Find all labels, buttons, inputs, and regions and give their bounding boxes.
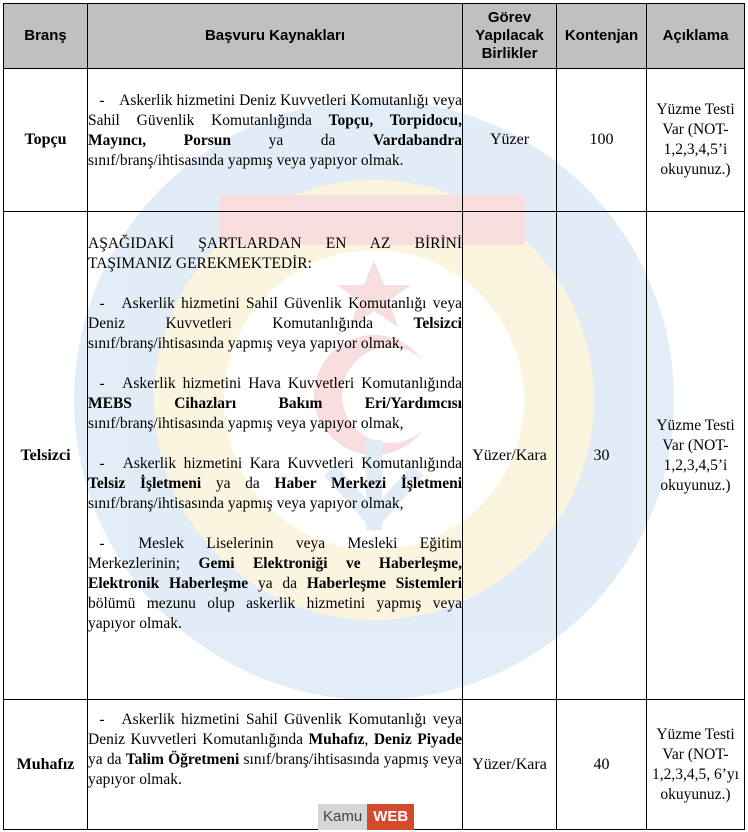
text: ya da [248, 575, 307, 592]
text: ya da [201, 475, 275, 492]
bold-text: Talim Öğretmeni [125, 751, 240, 768]
quota-cell: 100 [557, 69, 647, 212]
sources-cell [88, 69, 463, 212]
dash-marker: - [99, 375, 105, 392]
badge-left-text: Kamu [318, 804, 367, 830]
branch-cell: Telsizci [4, 212, 88, 700]
requirement-item [88, 534, 462, 634]
requirement-item [88, 374, 462, 434]
requirement-item [88, 91, 462, 171]
quota-cell: 30 [557, 212, 647, 700]
header-sources: Başvuru Kaynakları [88, 4, 463, 69]
note-cell: Yüzme Testi Var (NOT-1,2,3,4,5’i okuyunuz.) [647, 212, 745, 700]
text: Askerlik hizmetini Sahil Güvenlik Komutanlığı veya Deniz Kuvvetleri Komutanlığında [88, 295, 462, 332]
table-row [4, 212, 745, 700]
text: sınıf/branş/ihtisasında yapmış veya yapıyor olmak. [88, 152, 404, 169]
bold-text: Telsiz İşletmeni [88, 475, 202, 492]
bold-text: Muhafız [308, 731, 365, 748]
branch-cell: Topçu [4, 69, 88, 212]
bold-text: Telsizci [413, 315, 462, 332]
note-cell: Yüzme Testi Var (NOT-1,2,3,4,5’i okuyunuz.) [647, 69, 745, 212]
text: Meslek Liselerinin veya Mesleki Eğitim Merkezlerinin; [88, 535, 462, 572]
dash-marker: - [99, 711, 105, 728]
bold-text: Gemi Elektroniği ve Haberleşme, Elektronik Haberleşme [88, 555, 462, 592]
sources-cell [88, 212, 463, 700]
branch-cell: Muhafız [4, 700, 88, 830]
text: sınıf/branş/ihtisasında yapmış veya yapıyor olmak. [88, 751, 463, 788]
header-branch: Branş [4, 4, 88, 69]
text: sınıf/branş/ihtisasında yapmış veya yapıyor olmak, [88, 335, 404, 352]
text: Askerlik hizmetini Hava Kuvvetleri Komutanlığında [116, 375, 462, 392]
text: Askerlik hizmetini Kara Kuvvetleri Komutanlığında [116, 455, 462, 472]
header-note: Açıklama [647, 4, 745, 69]
kamuweb-watermark-badge [318, 804, 414, 830]
bold-text: Vardabandra [372, 132, 462, 149]
dash-marker: - [99, 92, 105, 109]
text: ya da [231, 132, 373, 149]
units-cell: Yüzer [463, 69, 557, 212]
bold-text: Haber Merkezi İşletmeni [274, 475, 462, 492]
table-row [4, 69, 745, 212]
units-cell: Yüzer/Kara [463, 212, 557, 700]
text: ya da [88, 751, 126, 768]
dash-marker: - [99, 535, 105, 552]
note-cell: Yüzme Testi Var (NOT-1,2,3,4,5, 6’yı okuyunuz.) [647, 700, 745, 830]
badge-right-text: WEB [367, 804, 414, 830]
requirement-item [88, 294, 462, 354]
text: sınıf/branş/ihtisasında yapmış veya yapıyor olmak, [88, 495, 404, 512]
bold-text: Deniz Piyade [373, 731, 463, 748]
bold-text: Haberleşme Sistemleri [306, 575, 462, 592]
positions-table [3, 3, 745, 830]
text: bölümü mezunu olup askerlik hizmetini yapmış veya yapıyor olmak. [88, 595, 462, 632]
units-cell: Yüzer/Kara [463, 700, 557, 830]
text: , [364, 731, 374, 748]
dash-marker: - [99, 295, 105, 312]
requirement-item [88, 454, 462, 514]
requirements-intro: AŞAĞIDAKİ ŞARTLARDAN EN AZ BİRİNİ TAŞIMANIZ GEREKMEKTEDİR: [88, 235, 462, 272]
requirement-item [88, 710, 462, 790]
text: Askerlik hizmetini Sahil Güvenlik Komutanlığı veya Deniz Kuvvetleri Komutanlığında [88, 711, 462, 748]
quota-cell: 40 [557, 700, 647, 830]
bold-text: Topçu, Torpidocu, Mayıncı, Porsun [88, 112, 462, 149]
text: sınıf/branş/ihtisasında yapmış veya yapıyor olmak, [88, 415, 404, 432]
table-header-row [4, 4, 745, 69]
header-quota: Kontenjan [557, 4, 647, 69]
text: Askerlik hizmetini Deniz Kuvvetleri Komutanlığı veya Sahil Güvenlik Komutanlığında [88, 92, 462, 129]
bold-text: MEBS Cihazları Bakım Eri/Yardımcısı [88, 395, 462, 412]
dash-marker: - [99, 455, 105, 472]
header-units: Görev Yapılacak Birlikler [463, 4, 557, 69]
